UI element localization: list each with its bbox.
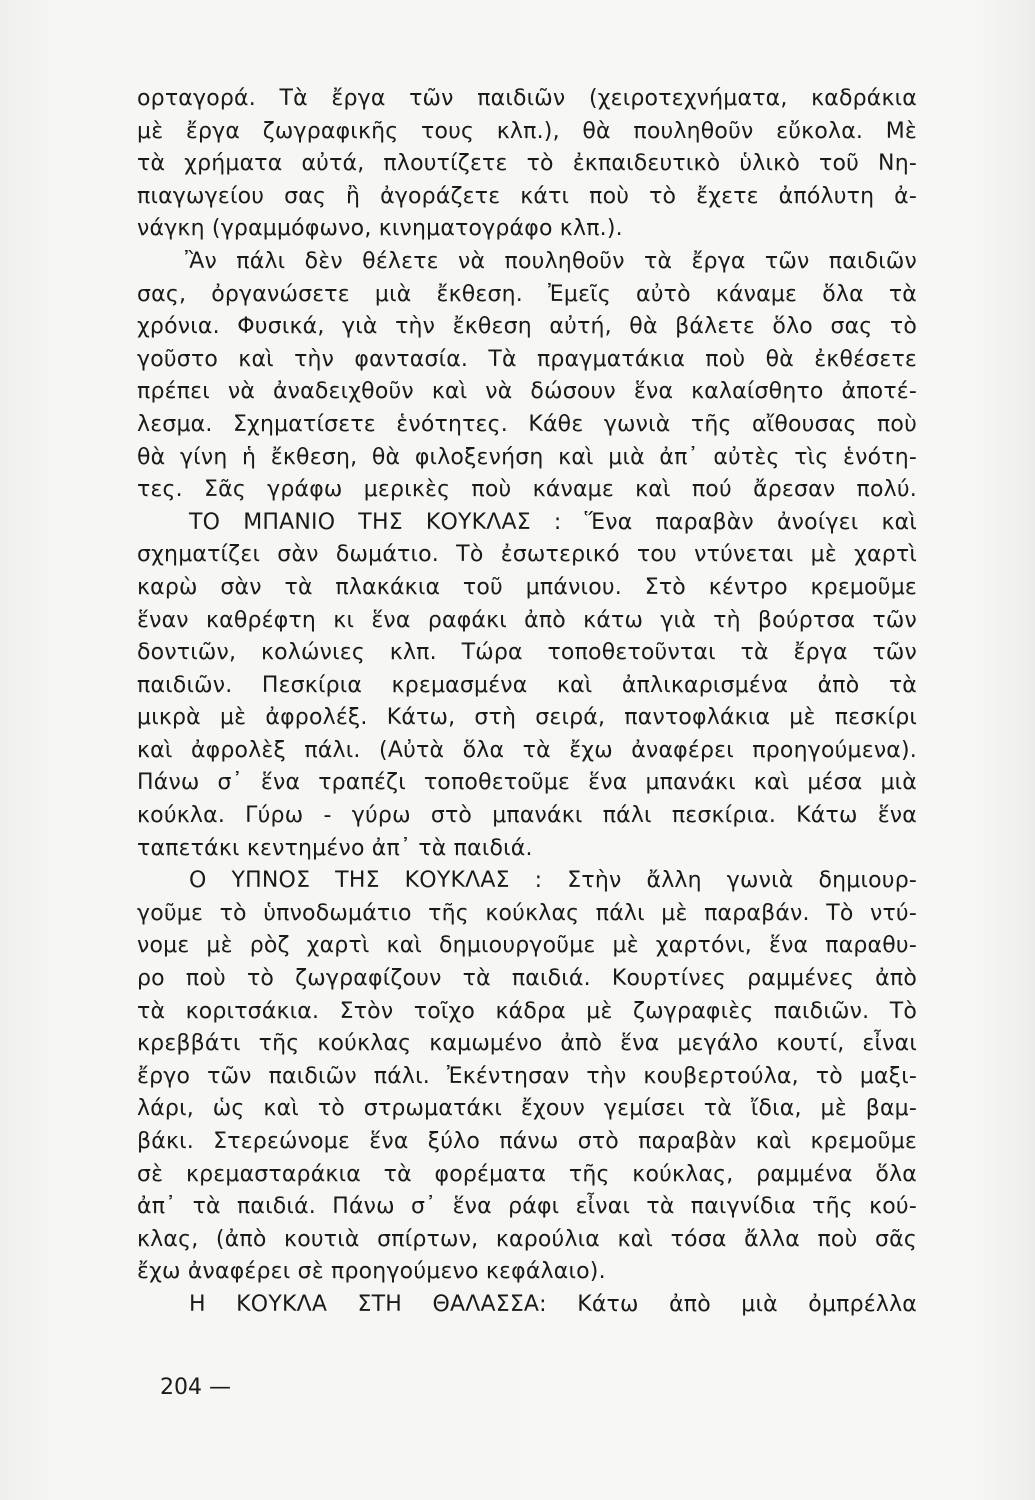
text-line: ταπετάκι κεντημένο ἀπ᾽ τὰ παιδιά.: [137, 835, 533, 861]
text-line: κούκλα. Γύρω - γύρω στὸ μπανάκι πάλι πεσκίρια. Κάτω ἕνα: [137, 803, 917, 829]
section-heading-bath: ΤΟ ΜΠΑΝΙΟ ΤΗΣ ΚΟΥΚΛΑΣ : Ἕνα παραβὰν ἀνοίγει καὶ: [189, 509, 917, 535]
text-line: ἕναν καθρέφτη κι ἕνα ραφάκι ἀπὸ κάτω γιὰ τὴ βούρτσα τῶν: [137, 607, 917, 633]
text-line: Πάνω σ᾽ ἕνα τραπέζι τοποθετοῦμε ἕνα μπανάκι καὶ μέσα μιὰ: [137, 770, 917, 796]
text-line: κλας, (ἀπὸ κουτιὰ σπίρτων, καρούλια καὶ τόσα ἄλλα ποὺ σᾶς: [137, 1226, 917, 1252]
text-line: κρεββάτι τῆς κούκλας καμωμένο ἀπὸ ἕνα μεγάλο κουτί, εἶναι: [137, 1031, 917, 1057]
text-line: βάκι. Στερεώνομε ἕνα ξύλο πάνω στὸ παραβὰν καὶ κρεμοῦμε: [137, 1129, 917, 1154]
text-line: καὶ ἀφρολὲξ πάλι. (Αὐτὰ ὅλα τὰ ἔχω ἀναφέρει προηγούμενα).: [137, 737, 917, 763]
text-line: λάρι, ὡς καὶ τὸ στρωματάκι ἔχουν γεμίσει τὰ ἴδια, μὲ βαμ-: [137, 1096, 917, 1122]
text-line: μὲ ἔργα ζωγραφικῆς τους κλπ.), θὰ πουληθοῦν εὔκολα. Μὲ: [137, 118, 917, 144]
text-line: τες. Σᾶς γράφω μερικὲς ποὺ κάναμε καὶ πού ἄρεσαν πολύ.: [137, 477, 917, 503]
text-line: σας, ὀργανώσετε μιὰ ἔκθεση. Ἐμεῖς αὐτὸ κάναμε ὅλα τὰ: [137, 281, 917, 307]
text-line: γοῦστο καὶ τὴν φαντασία. Τὰ πραγματάκια ποὺ θὰ ἐκθέσετε: [137, 346, 917, 372]
text-line: μικρὰ μὲ ἀφρολέξ. Κάτω, στὴ σειρά, παντοφλάκια μὲ πεσκίρι: [137, 705, 917, 731]
text-line: πιαγωγείου σας ἢ ἀγοράζετε κάτι ποὺ τὸ ἔχετε ἀπόλυτη ἀ-: [137, 183, 917, 209]
text-line: θὰ γίνη ἡ ἔκθεση, θὰ φιλοξενήση καὶ μιὰ ἀπ᾽ αὐτὲς τὶς ἑνότη-: [137, 444, 917, 470]
page-number: 204 —: [160, 1375, 231, 1400]
body-text: [137, 83, 917, 1322]
text-line: νάγκη (γραμμόφωνο, κινηματογράφο κλπ.).: [137, 216, 623, 242]
text-line: νομε μὲ ρὸζ χαρτὶ καὶ δημιουργοῦμε μὲ χαρτόνι, ἕνα παραθυ-: [137, 933, 917, 959]
text-line: ορταγορά. Τὰ ἔργα τῶν παιδιῶν (χειροτεχνήματα, καδράκια: [137, 86, 917, 111]
text-line: σὲ κρεμασταράκια τὰ φορέματα τῆς κούκλας, ραμμένα ὅλα: [137, 1161, 917, 1187]
text-line: χρόνια. Φυσικά, γιὰ τὴν ἔκθεση αὐτή, θὰ βάλετε ὅλο σας τὸ: [137, 314, 917, 340]
text-line: λεσμα. Σχηματίσετε ἑνότητες. Κάθε γωνιὰ τῆς αἴθουσας ποὺ: [137, 411, 917, 437]
text-line: Ἂν πάλι δὲν θέλετε νὰ πουληθοῦν τὰ ἔργα τῶν παιδιῶν: [185, 248, 917, 274]
text-line: ἔχω ἀναφέρει σὲ προηγούμενο κεφάλαιο).: [137, 1259, 606, 1285]
text-line: γοῦμε τὸ ὑπνοδωμάτιο τῆς κούκλας πάλι μὲ παραβάν. Τὸ ντύ-: [137, 900, 917, 926]
section-heading-sleep: Ο ΥΠΝΟΣ ΤΗΣ ΚΟΥΚΛΑΣ : Στὴν ἄλλη γωνιὰ δημιουρ-: [189, 868, 917, 894]
text-line: δοντιῶν, κολώνιες κλπ. Τώρα τοποθετοῦνται τὰ ἔργα τῶν: [137, 640, 917, 666]
text-line: τὰ κοριτσάκια. Στὸν τοῖχο κάδρα μὲ ζωγραφιὲς παιδιῶν. Τὸ: [137, 998, 917, 1024]
text-line: καρὼ σὰν τὰ πλακάκια τοῦ μπάνιου. Στὸ κέντρο κρεμοῦμε: [137, 574, 917, 600]
text-line: ἀπ᾽ τὰ παιδιά. Πάνω σ᾽ ἕνα ράφι εἶναι τὰ παιγνίδια τῆς κού-: [137, 1194, 917, 1220]
text-line: πρέπει νὰ ἀναδειχθοῦν καὶ νὰ δώσουν ἕνα καλαίσθητο ἀποτέ-: [137, 379, 917, 405]
text-line: σχηματίζει σὰν δωμάτιο. Τὸ ἐσωτερικό του ντύνεται μὲ χαρτὶ: [137, 542, 917, 568]
text-line: τὰ χρήματα αὐτά, πλουτίζετε τὸ ἐκπαιδευτικὸ ὑλικὸ τοῦ Νη-: [137, 151, 917, 177]
text-line: ρο ποὺ τὸ ζωγραφίζουν τὰ παιδιά. Κουρτίνες ραμμένες ἀπὸ: [137, 966, 917, 992]
section-heading-sea: Η ΚΟΥΚΛΑ ΣΤΗ ΘΑΛΑΣΣΑ: Κάτω ἀπὸ μιὰ ὀμπρέλλα: [189, 1291, 917, 1317]
text-line: ἔργο τῶν παιδιῶν πάλι. Ἐκέντησαν τὴν κουβερτούλα, τὸ μαξι-: [137, 1063, 917, 1089]
text-line: παιδιῶν. Πεσκίρια κρεμασμένα καὶ ἀπλικαρισμένα ἀπὸ τὰ: [137, 672, 917, 698]
